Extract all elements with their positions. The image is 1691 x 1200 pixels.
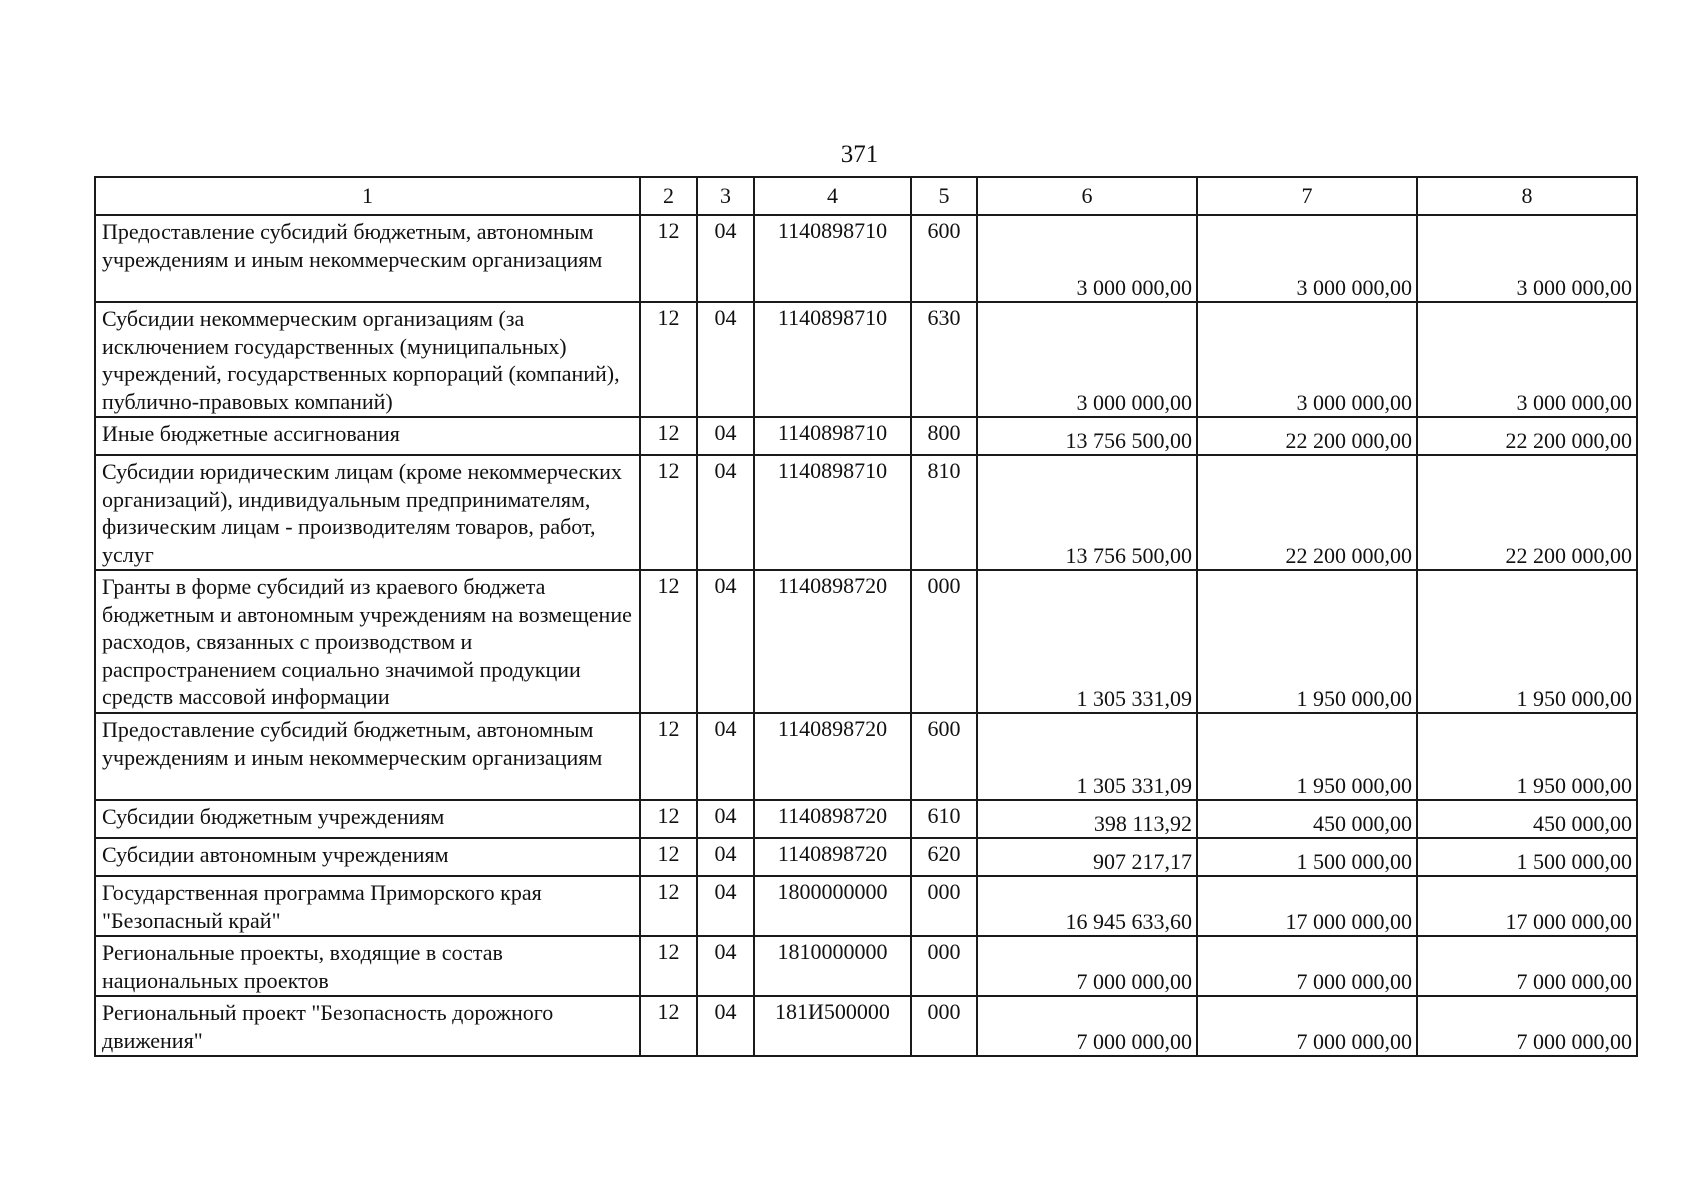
column-header: 7: [1197, 177, 1417, 215]
table-row: [95, 800, 1637, 838]
section-cell: 12: [640, 455, 697, 570]
table-row: [95, 713, 1637, 800]
column-header: 3: [697, 177, 754, 215]
amount-cell-7: 1 950 000,00: [1197, 570, 1417, 713]
amount-cell-8: 22 200 000,00: [1417, 417, 1637, 455]
amount-cell-8: 450 000,00: [1417, 800, 1637, 838]
column-header: 8: [1417, 177, 1637, 215]
column-header: 1: [95, 177, 640, 215]
row-name-cell: Субсидии бюджетным учреждениям: [95, 800, 640, 838]
amount-cell-6: 1 305 331,09: [977, 713, 1197, 800]
amount-cell-8: 3 000 000,00: [1417, 302, 1637, 417]
amount-cell-8: 1 950 000,00: [1417, 570, 1637, 713]
subsection-cell: 04: [697, 876, 754, 936]
table-row: [95, 417, 1637, 455]
target-article-cell: 1140898720: [754, 838, 911, 876]
row-name-cell: Предоставление субсидий бюджетным, автономным учреждениям и иным некоммерческим организациям: [95, 713, 640, 800]
amount-cell-8: 1 500 000,00: [1417, 838, 1637, 876]
expense-type-cell: 620: [911, 838, 977, 876]
amount-cell-6: 907 217,17: [977, 838, 1197, 876]
expense-type-cell: 000: [911, 876, 977, 936]
section-cell: 12: [640, 302, 697, 417]
row-name-cell: Государственная программа Приморского края "Безопасный край": [95, 876, 640, 936]
amount-cell-7: 450 000,00: [1197, 800, 1417, 838]
expense-type-cell: 610: [911, 800, 977, 838]
row-name-cell: Предоставление субсидий бюджетным, автономным учреждениям и иным некоммерческим организациям: [95, 215, 640, 302]
row-name-cell: Иные бюджетные ассигнования: [95, 417, 640, 455]
amount-cell-7: 1 500 000,00: [1197, 838, 1417, 876]
section-cell: 12: [640, 713, 697, 800]
target-article-cell: 1140898710: [754, 302, 911, 417]
target-article-cell: 1140898720: [754, 800, 911, 838]
amount-cell-8: 7 000 000,00: [1417, 996, 1637, 1056]
table-row: [95, 455, 1637, 570]
table-row: [95, 302, 1637, 417]
table-row: [95, 936, 1637, 996]
subsection-cell: 04: [697, 996, 754, 1056]
expense-type-cell: 810: [911, 455, 977, 570]
amount-cell-7: 3 000 000,00: [1197, 302, 1417, 417]
amount-cell-7: 7 000 000,00: [1197, 936, 1417, 996]
header-row: [95, 177, 1637, 215]
table-row: [95, 215, 1637, 302]
column-header: 4: [754, 177, 911, 215]
subsection-cell: 04: [697, 417, 754, 455]
amount-cell-8: 17 000 000,00: [1417, 876, 1637, 936]
subsection-cell: 04: [697, 838, 754, 876]
amount-cell-6: 16 945 633,60: [977, 876, 1197, 936]
amount-cell-7: 17 000 000,00: [1197, 876, 1417, 936]
subsection-cell: 04: [697, 570, 754, 713]
section-cell: 12: [640, 996, 697, 1056]
amount-cell-6: 3 000 000,00: [977, 302, 1197, 417]
target-article-cell: 181И500000: [754, 996, 911, 1056]
expense-type-cell: 630: [911, 302, 977, 417]
expense-type-cell: 000: [911, 936, 977, 996]
amount-cell-8: 7 000 000,00: [1417, 936, 1637, 996]
amount-cell-6: 1 305 331,09: [977, 570, 1197, 713]
expense-type-cell: 000: [911, 996, 977, 1056]
section-cell: 12: [640, 570, 697, 713]
subsection-cell: 04: [697, 936, 754, 996]
expense-type-cell: 800: [911, 417, 977, 455]
page-number: 371: [840, 141, 879, 168]
amount-cell-8: 3 000 000,00: [1417, 215, 1637, 302]
subsection-cell: 04: [697, 713, 754, 800]
subsection-cell: 04: [697, 302, 754, 417]
expense-type-cell: 600: [911, 215, 977, 302]
section-cell: 12: [640, 838, 697, 876]
amount-cell-6: 7 000 000,00: [977, 996, 1197, 1056]
target-article-cell: 1140898720: [754, 570, 911, 713]
budget-table: [94, 176, 1638, 1057]
section-cell: 12: [640, 876, 697, 936]
target-article-cell: 1140898720: [754, 713, 911, 800]
amount-cell-7: 3 000 000,00: [1197, 215, 1417, 302]
target-article-cell: 1140898710: [754, 417, 911, 455]
amount-cell-7: 1 950 000,00: [1197, 713, 1417, 800]
amount-cell-7: 22 200 000,00: [1197, 455, 1417, 570]
table-row: [95, 996, 1637, 1056]
row-name-cell: Субсидии юридическим лицам (кроме некоммерческих организаций), индивидуальным предпринимателям, физическим лицам - производителям товаров, работ, услуг: [95, 455, 640, 570]
amount-cell-6: 398 113,92: [977, 800, 1197, 838]
amount-cell-6: 13 756 500,00: [977, 417, 1197, 455]
row-name-cell: Региональный проект "Безопасность дорожного движения": [95, 996, 640, 1056]
table-row: [95, 876, 1637, 936]
amount-cell-7: 7 000 000,00: [1197, 996, 1417, 1056]
row-name-cell: Субсидии автономным учреждениям: [95, 838, 640, 876]
amount-cell-6: 3 000 000,00: [977, 215, 1197, 302]
amount-cell-6: 7 000 000,00: [977, 936, 1197, 996]
row-name-cell: Гранты в форме субсидий из краевого бюджета бюджетным и автономным учреждениям на возмещение расходов, связанных с производством и распространением социально значимой продукции средств массовой информации: [95, 570, 640, 713]
column-header: 6: [977, 177, 1197, 215]
target-article-cell: 1800000000: [754, 876, 911, 936]
section-cell: 12: [640, 936, 697, 996]
column-header: 5: [911, 177, 977, 215]
expense-type-cell: 600: [911, 713, 977, 800]
amount-cell-7: 22 200 000,00: [1197, 417, 1417, 455]
table-row: [95, 570, 1637, 713]
section-cell: 12: [640, 800, 697, 838]
subsection-cell: 04: [697, 455, 754, 570]
row-name-cell: Региональные проекты, входящие в состав национальных проектов: [95, 936, 640, 996]
subsection-cell: 04: [697, 800, 754, 838]
table-row: [95, 838, 1637, 876]
subsection-cell: 04: [697, 215, 754, 302]
target-article-cell: 1810000000: [754, 936, 911, 996]
section-cell: 12: [640, 417, 697, 455]
target-article-cell: 1140898710: [754, 215, 911, 302]
amount-cell-8: 22 200 000,00: [1417, 455, 1637, 570]
expense-type-cell: 000: [911, 570, 977, 713]
column-header: 2: [640, 177, 697, 215]
section-cell: 12: [640, 215, 697, 302]
amount-cell-6: 13 756 500,00: [977, 455, 1197, 570]
target-article-cell: 1140898710: [754, 455, 911, 570]
amount-cell-8: 1 950 000,00: [1417, 713, 1637, 800]
row-name-cell: Субсидии некоммерческим организациям (за исключением государственных (муниципальных) учреждений, государственных корпораций (компаний), публично-правовых компаний): [95, 302, 640, 417]
